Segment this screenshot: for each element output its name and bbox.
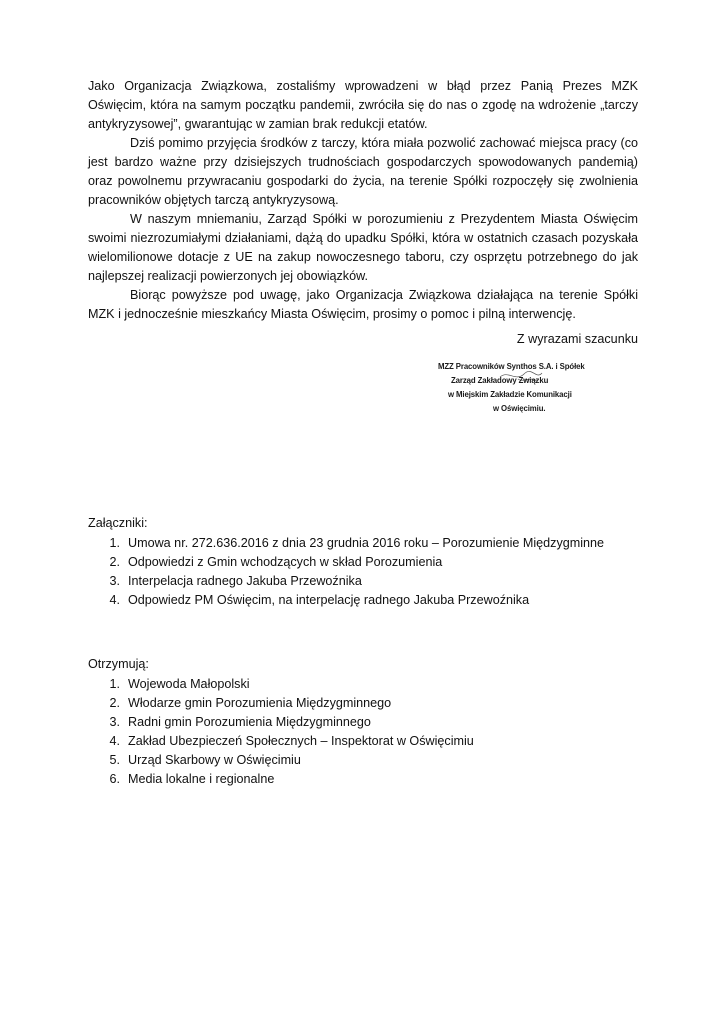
list-text: Umowa nr. 272.636.2016 z dnia 23 grudnia 2016 roku – Porozumienie Międzygminne	[128, 536, 605, 550]
list-text: Zakład Ubezpieczeń Społecznych – Inspektorat w Oświęcimiu	[128, 734, 474, 748]
list-item	[88, 553, 648, 572]
list-text: Radni gmin Porozumienia Międzygminnego	[128, 715, 371, 729]
list-item	[88, 713, 648, 732]
list-text: Odpowiedzi z Gmin wchodzących w skład Porozumienia	[128, 555, 443, 569]
list-text: Wojewoda Małopolski	[128, 677, 250, 691]
list-text: Media lokalne i regionalne	[128, 772, 275, 786]
paragraph-3: W naszym mniemaniu, Zarząd Spółki w porozumieniu z Prezydentem Miasta Oświęcim swoimi niezrozumiałymi działaniami, dążą do upadku Spółki, która w ostatnich czasach pozyskała wielomilionowe dotacje z UE na zakup nowoczesnego taboru, czy osprzętu potrzebnego do jak najlepszej realizacji powierzonych jej obowiązków.	[88, 212, 638, 283]
list-item	[88, 675, 648, 694]
list-number: 3.	[109, 715, 120, 729]
list-item	[88, 770, 648, 789]
list-number: 3.	[109, 574, 120, 588]
list-number: 2.	[109, 696, 120, 710]
paragraph-2: Dziś pomimo przyjęcia środków z tarczy, która miała pozwolić zachować miejsca pracy (co jest bardzo ważne przy dzisiejszych trudnościach gospodarczych spowodowanych pandemią) oraz powolnemu przywracaniu gospodarki do życia, na terenie Spółki rozpoczęły się zwolnienia pracowników objętych tarczą antykryzysową.	[88, 136, 638, 207]
attachments-heading: Załączniki:	[88, 516, 148, 530]
letter-body	[88, 77, 638, 324]
list-number: 4.	[109, 593, 120, 607]
list-item	[88, 591, 648, 610]
stamp-line-3: w Miejskim Zakładzie Komunikacji	[448, 390, 572, 399]
list-number: 4.	[109, 734, 120, 748]
list-number: 1.	[109, 677, 120, 691]
closing-salutation: Z wyrazami szacunku	[516, 332, 638, 346]
stamp-line-2: Zarząd Zakładowy Związku	[451, 376, 549, 385]
list-text: Interpelacja radnego Jakuba Przewoźnika	[128, 574, 362, 588]
union-stamp	[438, 360, 638, 420]
list-text: Odpowiedz PM Oświęcim, na interpelację radnego Jakuba Przewoźnika	[128, 593, 530, 607]
list-item	[88, 751, 648, 770]
recipients-heading: Otrzymują:	[88, 657, 149, 671]
list-item	[88, 572, 648, 591]
list-item	[88, 534, 648, 553]
list-number: 2.	[109, 555, 120, 569]
list-text: Włodarze gmin Porozumienia Międzygminnego	[128, 696, 392, 710]
recipients-section	[88, 655, 648, 789]
list-item	[88, 694, 648, 713]
list-number: 5.	[109, 753, 120, 767]
list-number: 6.	[109, 772, 120, 786]
paragraph-4: Biorąc powyższe pod uwagę, jako Organizacja Związkowa działająca na terenie Spółki MZK i jednocześnie mieszkańcy Miasta Oświęcim, prosimy o pomoc i pilną interwencję.	[88, 288, 638, 321]
attachments-section	[88, 514, 648, 610]
list-text: Urząd Skarbowy w Oświęcimiu	[128, 753, 301, 767]
paragraph-1: Jako Organizacja Związkowa, zostaliśmy wprowadzeni w błąd przez Panią Prezes MZK Oświęcim, która na samym początku pandemii, zwróciła się do nas o zgodę na wdrożenie „tarczy antykryzysowej”, gwarantując w zamian brak redukcji etatów.	[88, 79, 638, 131]
stamp-line-1: MZZ Pracowników Synthos S.A. i Spółek	[438, 362, 585, 371]
stamp-line-4: w Oświęcimiu.	[493, 404, 546, 413]
list-number: 1.	[109, 536, 120, 550]
list-item	[88, 732, 648, 751]
